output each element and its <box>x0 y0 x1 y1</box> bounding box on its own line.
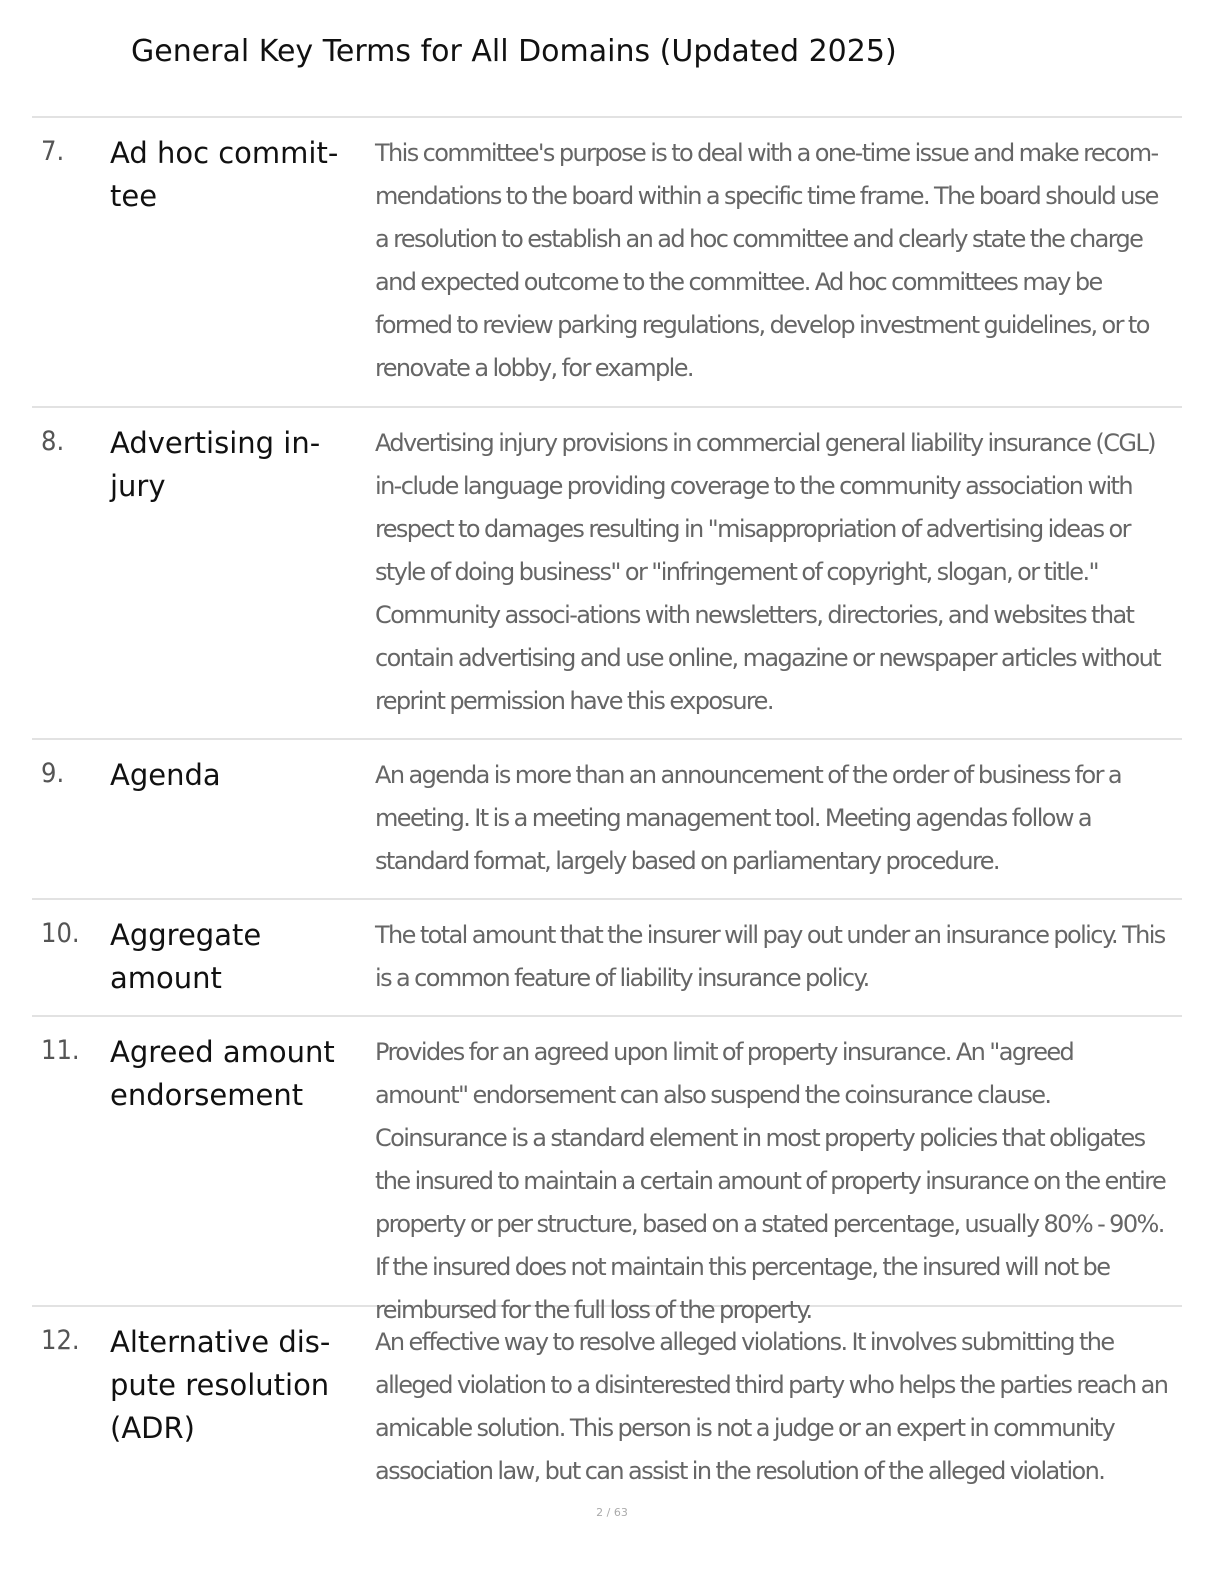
term-number: 12. <box>41 1325 80 1356</box>
term-number: 8. <box>41 426 65 457</box>
term-name: Ad hoc commit-tee <box>110 136 339 213</box>
term-row <box>32 1017 1182 1324</box>
term-definition: Advertising injury provisions in commercial general liability insurance (CGL) in-clude language providing coverage to the community association with respect to damages resulting in "misappropriation of advertising ideas or style of doing business" or "infringement of copyright, slogan, or title." Community associ-ations with newsletters, directories, and websites that contain advertising and use online, magazine or newspaper articles without reprint permission have this exposure. <box>375 429 1161 715</box>
term-name: Aggregate amount <box>110 918 262 995</box>
term-name: Agenda <box>110 758 221 792</box>
term-definition: This committee's purpose is to deal with a one-time issue and make recom-mendations to the board within a specific time frame. The board should use a resolution to establish an ad hoc committee and clearly state the charge and expected outcome to the committee. Ad hoc committees may be formed to review parking regulations, develop investment guidelines, or to renovate a lobby, for example. <box>375 139 1158 382</box>
term-name: Advertising in-jury <box>110 426 321 503</box>
term-definition: Provides for an agreed upon limit of property insurance. An "agreed amount" endorsement can also suspend the coinsurance clause. Coinsurance is a standard element in most property policies that obligates the insured to maintain a certain amount of property insurance on the entire property or per structure, based on a stated percentage, usually 80% - 90%. If the insured does not maintain this percentage, the insured will not be reimbursed for the full loss of the property. <box>375 1038 1166 1324</box>
terms-table <box>32 116 1182 1527</box>
term-number: 7. <box>41 136 65 167</box>
term-number: 9. <box>41 758 65 789</box>
term-row <box>32 118 1182 408</box>
term-number: 10. <box>41 918 80 949</box>
term-name: Agreed amount endorsement <box>110 1035 335 1112</box>
term-row <box>32 900 1182 1017</box>
term-definition: An agenda is more than an announcement of the order of business for a meeting. It is a meeting management tool. Meeting agendas follow a standard format, largely based on parliamentary procedure. <box>375 761 1121 875</box>
term-row <box>32 408 1182 740</box>
page-title: General Key Terms for All Domains (Updated 2025) <box>131 34 897 69</box>
term-name: Alternative dis-pute resolution (ADR) <box>110 1325 331 1445</box>
term-definition: An effective way to resolve alleged violations. It involves submitting the alleged violation to a disinterested third party who helps the parties reach an amicable solution. This person is not a judge or an expert in community association law, but can assist in the resolution of the alleged violation. <box>375 1328 1168 1485</box>
term-row <box>32 740 1182 900</box>
term-row <box>32 1307 1182 1527</box>
term-number: 11. <box>41 1035 80 1066</box>
page-number: 2 / 63 <box>596 1506 628 1519</box>
term-definition: The total amount that the insurer will pay out under an insurance policy. This is a common feature of liability insurance policy. <box>375 921 1165 992</box>
